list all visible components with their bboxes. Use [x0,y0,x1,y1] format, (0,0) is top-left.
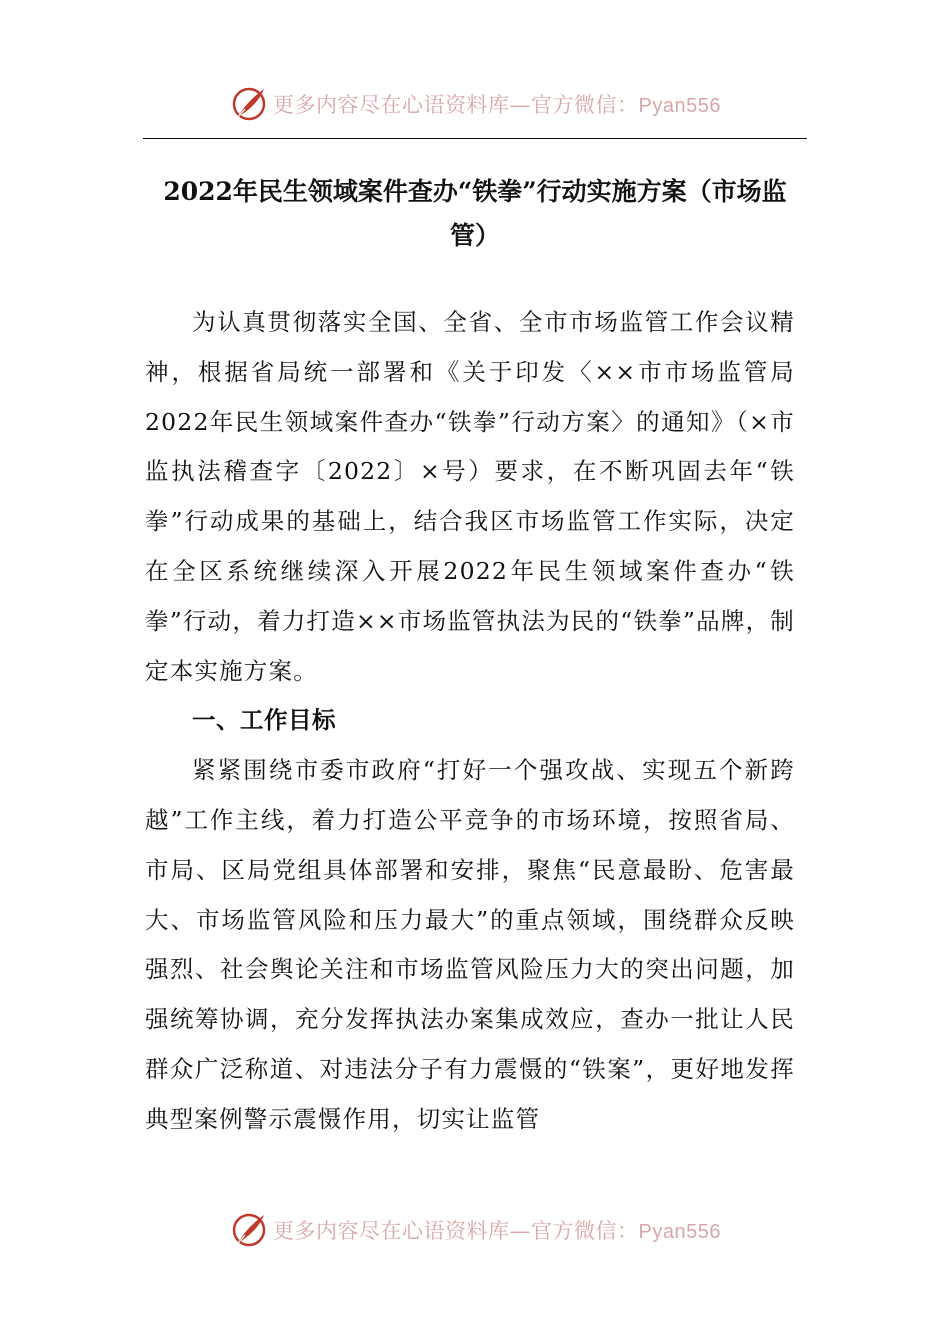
watermark-text: 更多内容尽在心语资料库—官方微信：Pyan556 [273,1219,721,1243]
header-watermark [0,82,950,126]
watermark-text: 更多内容尽在心语资料库—官方微信：Pyan556 [273,93,721,117]
section-1-paragraph: 紧紧围绕市委市政府“打好一个强攻战、实现五个新跨越”工作主线，着力打造公平竞争的市场环境，按照省局、市局、区局党组具体部署和安排，聚焦“民意最盼、危害最大、市场监管风险和压力最大”的重点领域，围绕群众反映强烈、社会舆论关注和市场监管风险压力大的突出问题，加强统筹协调，充分发挥执法办案集成效应，查办一批让人民群众广泛称道、对违法分子有力震慑的“铁案”，更好地发挥典型案例警示震慑作用，切实让监管 [145,756,795,1133]
intro-paragraph: 为认真贯彻落实全国、全省、全市市场监管工作会议精神，根据省局统一部署和《关于印发〈××市市场监管局2022年民生领域案件查办“铁拳”行动方案〉的通知》（×市监执法稽查字〔2022〕×号）要求，在不断巩固去年“铁拳”行动成果的基础上，结合我区市场监管工作实际，决定在全区系统继续深入开展2022年民生领域案件查办“铁拳”行动，着力打造××市场监管执法为民的“铁拳”品牌，制定本实施方案。 [145,308,795,685]
watermark-wechat-id: Pyan556 [638,1221,721,1243]
document-body [145,298,795,1145]
document-title [143,170,807,258]
header-rule [143,138,807,139]
footer-watermark [0,1208,950,1252]
title-line-1: 2022年民生领域案件查办“铁拳”行动实施方案（市场监 [163,177,787,206]
title-line-2: 管） [449,221,500,250]
section-1-heading: 一、工作目标 [192,706,336,735]
watermark-wechat-id: Pyan556 [638,95,721,117]
quill-logo-icon [229,1210,269,1250]
quill-logo-icon [229,84,269,124]
